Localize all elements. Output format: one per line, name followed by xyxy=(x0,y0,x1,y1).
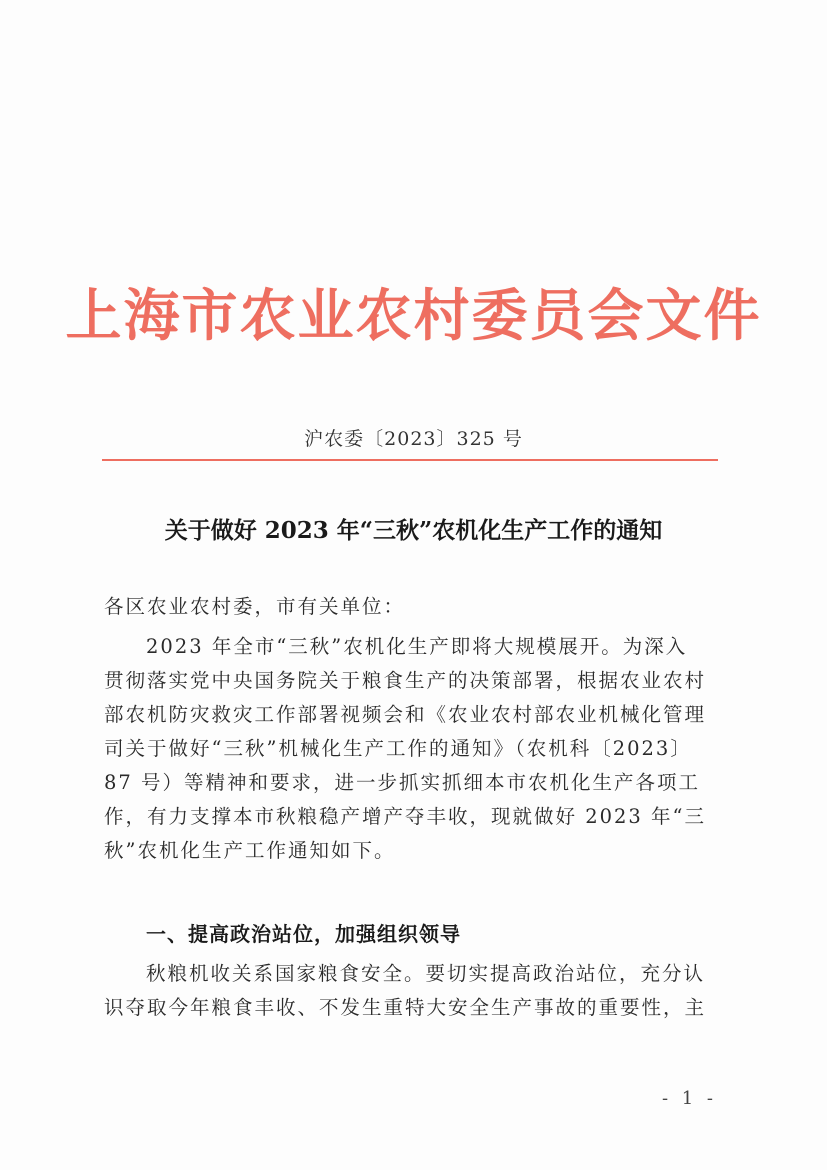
paragraph-2 xyxy=(104,957,724,1025)
notice-title: 关于做好 2023 年“三秋”农机化生产工作的通知 xyxy=(164,517,663,544)
page-number: - 1 - xyxy=(661,1088,717,1109)
paragraph-line: 司关于做好“三秋”机械化生产工作的通知》（农机科〔2023〕 xyxy=(104,737,692,760)
section-heading-1: 一、提高政治站位，加强组织领导 xyxy=(146,922,461,946)
paragraph-line: 秋粮机收关系国家粮食安全。要切实提高政治站位，充分认 xyxy=(146,962,706,985)
document-number: 沪农委〔2023〕325 号 xyxy=(304,428,523,450)
paragraph-1 xyxy=(104,630,724,868)
salutation: 各区农业农村委，市有关单位： xyxy=(104,595,406,618)
paragraph-line: 作，有力支撑本市秋粮稳产增产夺丰收，现就做好 2023 年“三 xyxy=(104,805,706,828)
paragraph-line: 识夺取今年粮食丰收、不发生重特大安全生产事故的重要性，主 xyxy=(104,996,707,1019)
paragraph-line: 2023 年全市“三秋”农机化生产即将大规模展开。为深入 xyxy=(146,635,688,658)
paragraph-line: 秋”农机化生产工作通知如下。 xyxy=(104,839,396,862)
paragraph-line: 部农机防灾救灾工作部署视频会和《农业农村部农业机械化管理 xyxy=(104,703,707,726)
red-separator-line xyxy=(102,459,718,461)
paragraph-line: 贯彻落实党中央国务院关于粮食生产的决策部署，根据农业农村 xyxy=(104,669,707,692)
paragraph-line: 87 号）等精神和要求，进一步抓实抓细本市农机化生产各项工 xyxy=(104,771,701,794)
document-masthead: 上海市农业农村委员会文件 xyxy=(65,283,762,349)
